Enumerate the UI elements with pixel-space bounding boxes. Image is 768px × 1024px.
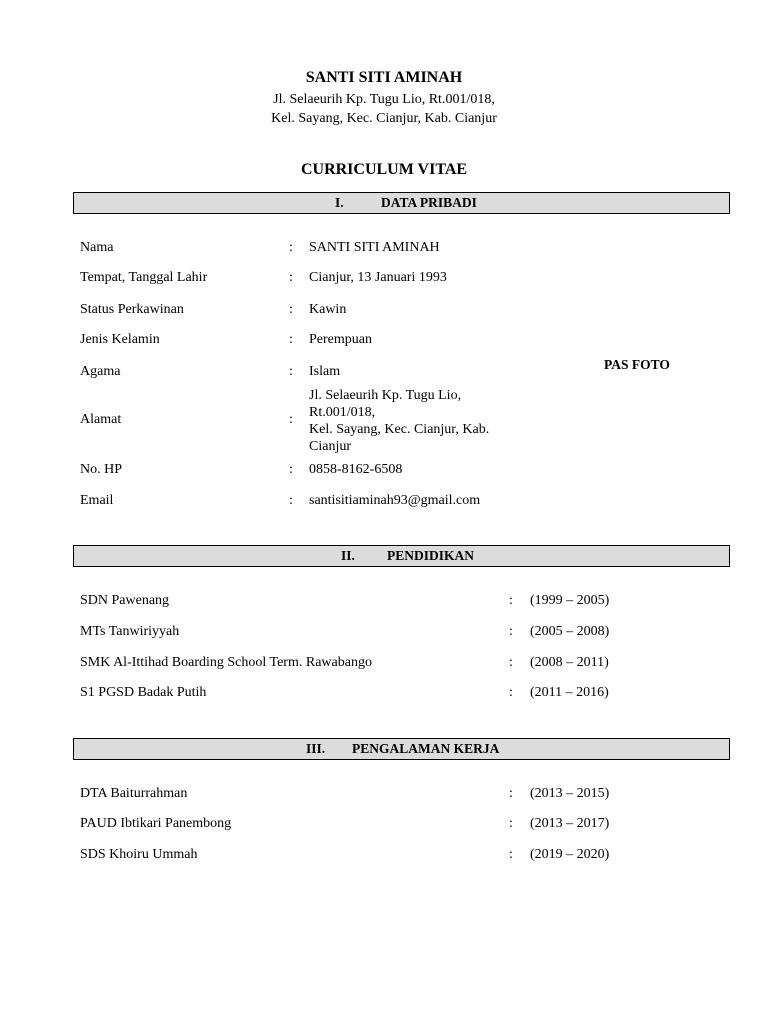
field-separator: : (509, 816, 513, 831)
field-label: No. HP (80, 462, 123, 477)
section-number: III. (306, 741, 326, 756)
photo-placeholder-label: PAS FOTO (604, 357, 670, 372)
field-separator: : (289, 462, 293, 477)
section-header-work-experience (73, 738, 730, 760)
field-value: Islam (309, 364, 341, 379)
workplace-name: PAUD Ibtikari Panembong (80, 816, 232, 831)
section-title: PENDIDIKAN (387, 548, 475, 563)
field-separator: : (289, 493, 293, 508)
address-line: Rt.001/018, (309, 405, 376, 420)
field-label: Nama (80, 240, 114, 255)
field-label: Agama (80, 364, 121, 379)
field-separator: : (509, 624, 513, 639)
school-name: MTs Tanwiriyyah (80, 624, 180, 639)
workplace-name: SDS Khoiru Ummah (80, 847, 198, 862)
work-period: (2013 – 2015) (530, 786, 610, 801)
field-separator: : (509, 847, 513, 862)
field-separator: : (289, 364, 293, 379)
field-value: Cianjur, 13 Januari 1993 (309, 270, 447, 285)
field-separator: : (289, 240, 293, 255)
section-number: II. (341, 548, 355, 563)
field-separator: : (289, 412, 293, 427)
field-label: Email (80, 493, 114, 508)
section-title: PENGALAMAN KERJA (352, 741, 500, 756)
field-value: SANTI SITI AMINAH (309, 240, 440, 255)
school-name: SDN Pawenang (80, 593, 170, 608)
field-value-address (309, 387, 539, 455)
field-separator: : (509, 786, 513, 801)
field-label: Tempat, Tanggal Lahir (80, 270, 208, 285)
school-name: SMK Al-Ittihad Boarding School Term. Rawabango (80, 655, 372, 670)
workplace-name: DTA Baiturrahman (80, 786, 188, 801)
field-separator: : (509, 685, 513, 700)
work-period: (2019 – 2020) (530, 847, 610, 862)
section-header-education (73, 545, 730, 567)
field-label: Status Perkawinan (80, 302, 184, 317)
study-period: (2011 – 2016) (530, 685, 609, 700)
field-separator: : (289, 332, 293, 347)
header-address-line-2: Kel. Sayang, Kec. Cianjur, Kab. Cianjur (271, 111, 497, 126)
school-name: S1 PGSD Badak Putih (80, 685, 207, 700)
field-value: Kawin (309, 302, 347, 317)
field-separator: : (289, 302, 293, 317)
header-address-line-1: Jl. Selaeurih Kp. Tugu Lio, Rt.001/018, (273, 92, 495, 107)
section-title: DATA PRIBADI (381, 195, 477, 210)
field-separator: : (509, 655, 513, 670)
field-label: Alamat (80, 412, 122, 427)
work-period: (2013 – 2017) (530, 816, 610, 831)
study-period: (1999 – 2005) (530, 593, 610, 608)
section-header-personal-data (73, 192, 730, 214)
field-label: Jenis Kelamin (80, 332, 160, 347)
section-number: I. (335, 195, 344, 210)
field-separator: : (509, 593, 513, 608)
field-separator: : (289, 270, 293, 285)
study-period: (2008 – 2011) (530, 655, 609, 670)
field-value: Perempuan (309, 332, 372, 347)
cv-owner-name: SANTI SITI AMINAH (305, 69, 463, 86)
field-value: 0858-8162-6508 (309, 462, 403, 477)
document-title: CURRICULUM VITAE (300, 161, 468, 178)
address-line: Jl. Selaeurih Kp. Tugu Lio, (309, 388, 462, 403)
field-value: santisitiaminah93@gmail.com (309, 493, 481, 508)
study-period: (2005 – 2008) (530, 624, 610, 639)
address-line: Kel. Sayang, Kec. Cianjur, Kab. (309, 422, 490, 437)
address-line: Cianjur (309, 439, 351, 454)
